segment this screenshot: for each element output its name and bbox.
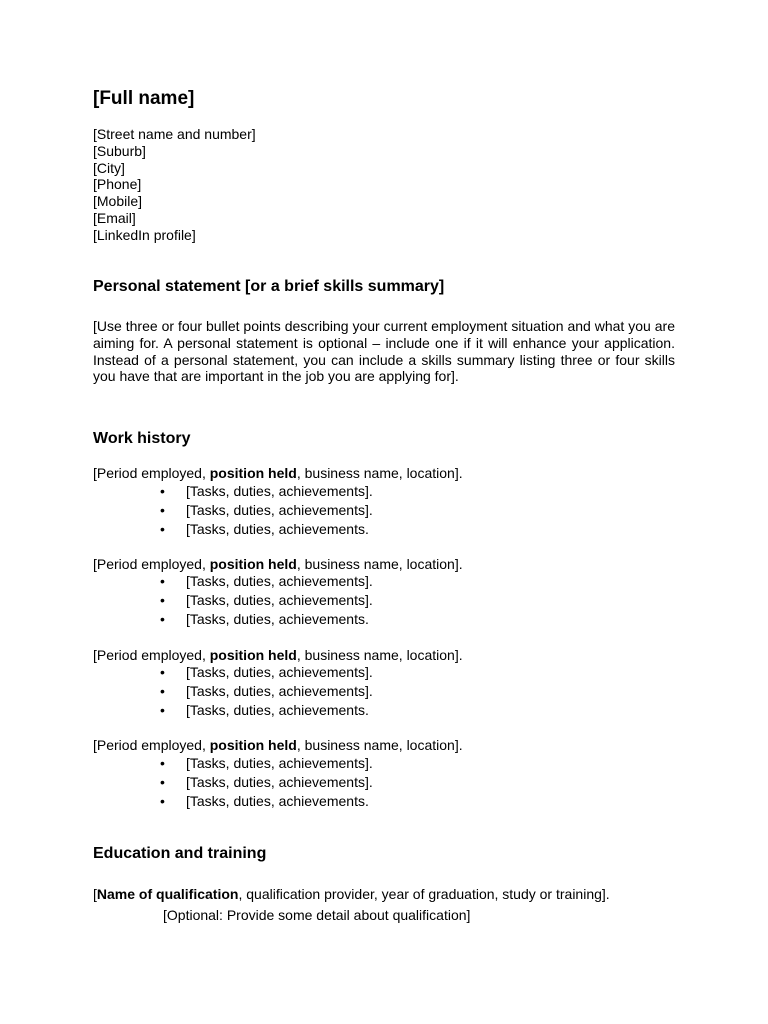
bullet-icon: •: [160, 483, 165, 499]
city-line: [City]: [93, 159, 125, 176]
task-text: [Tasks, duties, achievements.: [186, 521, 369, 537]
task-text: [Tasks, duties, achievements.: [186, 702, 369, 718]
list-item: [160, 501, 373, 520]
bullet-icon: •: [160, 664, 165, 680]
bullet-icon: •: [160, 521, 165, 537]
list-item: [160, 682, 373, 701]
job-period-prefix: [Period employed,: [93, 737, 210, 753]
job-business-suffix: , business name, location].: [296, 556, 463, 572]
task-text: [Tasks, duties, achievements].: [186, 483, 373, 499]
qualification-detail-note: [Optional: Provide some detail about qualification]: [163, 907, 471, 923]
job-entry-line: [93, 464, 463, 482]
job-position: position held: [209, 647, 297, 663]
qualification-name: Name of qualification: [96, 886, 239, 902]
email-line: [Email]: [93, 209, 136, 226]
list-item: [160, 572, 373, 591]
list-item: [160, 792, 373, 811]
task-text: [Tasks, duties, achievements].: [186, 502, 373, 518]
list-item: [160, 663, 373, 682]
bullet-icon: •: [160, 793, 165, 809]
full-name-heading: [Full name]: [93, 88, 195, 109]
work-history-heading: Work history: [93, 430, 191, 447]
linkedin-line: [LinkedIn profile]: [93, 226, 196, 243]
bullet-icon: •: [160, 502, 165, 518]
bullet-icon: •: [160, 683, 165, 699]
job-task-list: [160, 754, 373, 811]
education-entry-line: [93, 885, 610, 903]
list-item: [160, 591, 373, 610]
list-item: [160, 701, 373, 720]
job-entry-line: [93, 555, 463, 573]
personal-statement-heading: Personal statement [or a brief skills summary]: [93, 278, 445, 295]
list-item: [160, 610, 373, 629]
list-item: [160, 482, 373, 501]
bullet-icon: •: [160, 774, 165, 790]
task-text: [Tasks, duties, achievements].: [186, 664, 373, 680]
job-entry-line: [93, 646, 463, 664]
phone-line: [Phone]: [93, 176, 142, 193]
task-text: [Tasks, duties, achievements.: [186, 611, 369, 627]
job-task-list: [160, 663, 373, 720]
bullet-icon: •: [160, 611, 165, 627]
contact-details: [93, 126, 256, 244]
job-position: position held: [209, 556, 297, 572]
task-text: [Tasks, duties, achievements].: [186, 774, 373, 790]
street-line: [Street name and number]: [93, 126, 256, 142]
task-text: [Tasks, duties, achievements.: [186, 793, 369, 809]
mobile-line: [Mobile]: [93, 193, 143, 210]
job-business-suffix: , business name, location].: [296, 737, 463, 753]
job-period-prefix: [Period employed,: [93, 465, 210, 481]
edu-suffix: , qualification provider, year of graduation, study or training].: [238, 886, 610, 902]
bullet-icon: •: [160, 573, 165, 589]
edu-prefix: [: [93, 886, 97, 902]
job-period-prefix: [Period employed,: [93, 556, 210, 572]
task-text: [Tasks, duties, achievements].: [186, 683, 373, 699]
job-business-suffix: , business name, location].: [296, 647, 463, 663]
task-text: [Tasks, duties, achievements].: [186, 573, 373, 589]
task-text: [Tasks, duties, achievements].: [186, 592, 373, 608]
job-position: position held: [209, 737, 297, 753]
job-task-list: [160, 482, 373, 539]
education-heading: Education and training: [93, 845, 267, 862]
job-task-list: [160, 572, 373, 629]
bullet-icon: •: [160, 755, 165, 771]
suburb-line: [Suburb]: [93, 142, 146, 159]
job-position: position held: [209, 465, 297, 481]
bullet-icon: •: [160, 592, 165, 608]
job-entry-line: [93, 736, 463, 754]
bullet-icon: •: [160, 702, 165, 718]
personal-statement-body: [Use three or four bullet points describing your current employment situation and what you are aiming for. A personal statement is optional – include one if it will enhance your application. Instead of a personal statement, you can include a skills summary listing three or four skills you have that are important in the job you are applying for].: [93, 318, 675, 385]
task-text: [Tasks, duties, achievements].: [186, 755, 373, 771]
job-period-prefix: [Period employed,: [93, 647, 210, 663]
list-item: [160, 754, 373, 773]
list-item: [160, 773, 373, 792]
list-item: [160, 520, 373, 539]
job-business-suffix: , business name, location].: [296, 465, 463, 481]
